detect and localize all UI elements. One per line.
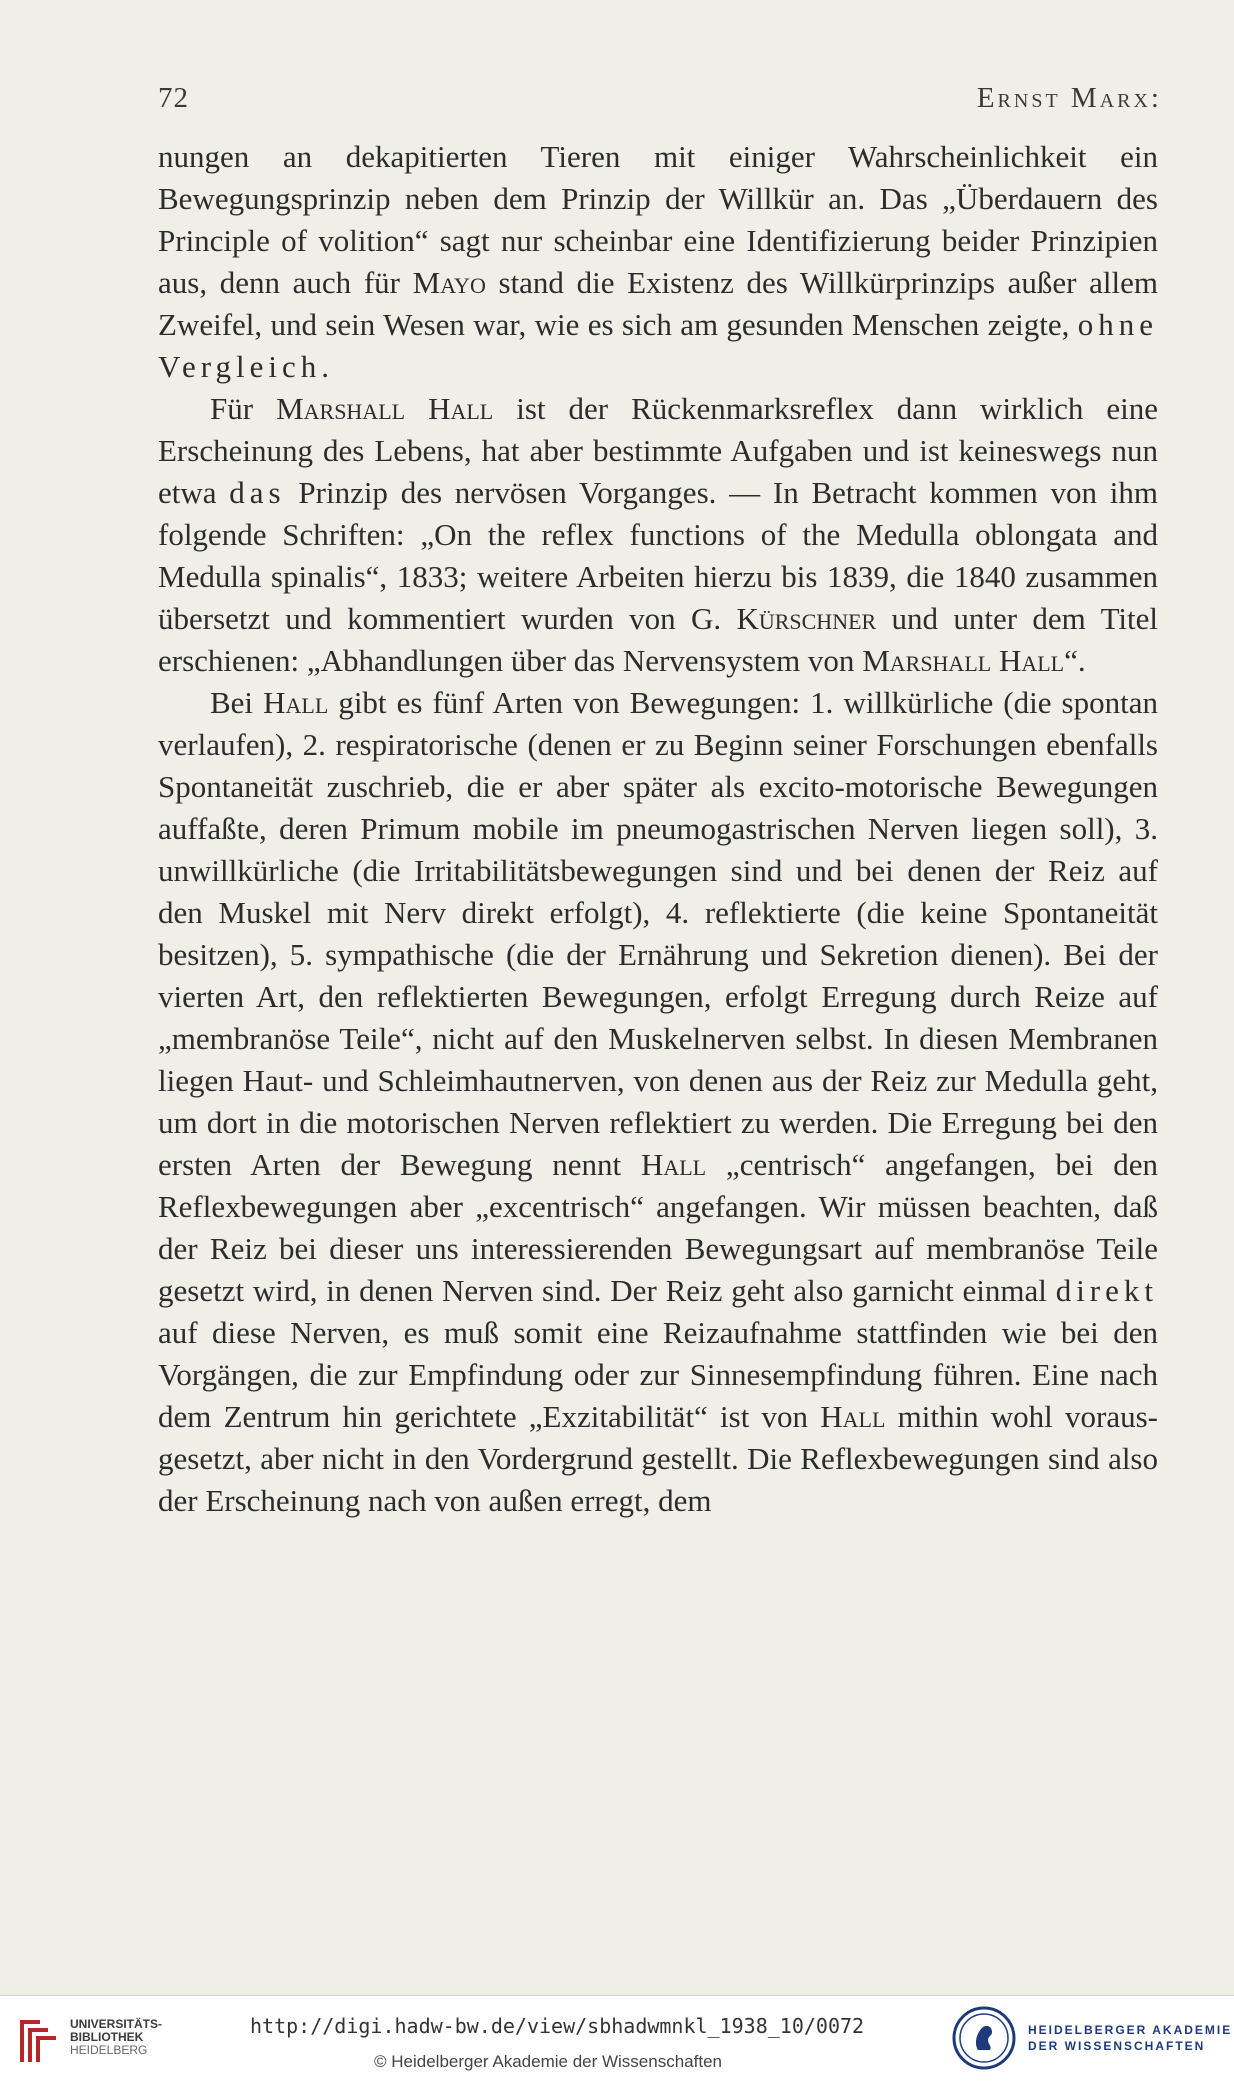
emphasis-spaced: das — [229, 475, 286, 510]
library-name-line-3: HEIDELBERG — [70, 2043, 148, 2057]
paragraph — [158, 136, 1158, 388]
name-small-caps: Mayo — [412, 265, 486, 300]
text-run: Prinzip des nervösen Vorganges. — In Betracht kommen von ihm folgende Schriften: „On the reflex functions of the Medulla oblongata and Medulla spinalis“, 1833; weitere Arbeiten hierzu bis 1839, die 1840 zusammen übersetzt und kommentiert wurden von G. — [158, 475, 1158, 636]
text-run: gibt es fünf Arten von Bewegungen: 1. willkürliche (die spontan verlaufen), 2. respiratorische (denen er zu Beginn seiner Forschungen ebenfalls Spontaneität zuschrieb, die er aber später als excito-motorische Bewegungen auffaßte, deren Primum mobile im pneumogastrischen Nerven liegen soll), 3. unwillkürliche (die Irritabilitätsbewegungen sind und bei denen der Reiz auf den Muskel mit Nerv direkt erfolgt), 4. reflektierte (die keine Spontaneität besitzen), 5. sympathische (die der Ernährung und Sekretion dienen). Bei der vierten Art, den reflektierten Bewegungen, erfolgt Erregung durch Reize auf „membranöse Teile“, nicht auf den Muskelnerven selbst. In diesen Membranen liegen Haut- und Schleimhautnerven, von denen aus der Reiz zur Medulla geht, um dort in die motorischen Nerven reflektiert zu werden. Die Erregung bei den ersten Arten der Bewegung nennt — [158, 685, 1158, 1182]
academy-name-line-2: DER WISSENSCHAFTEN — [1028, 2039, 1206, 2053]
paragraph — [158, 682, 1158, 1522]
body-text — [158, 136, 1158, 1522]
library-name-line-1: UNIVERSITÄTS- — [70, 2017, 163, 2031]
name-small-caps: Kürschner — [736, 601, 877, 636]
name-small-caps: Hall — [263, 685, 329, 720]
page-number: 72 — [158, 82, 189, 114]
text-run: . — [321, 349, 329, 384]
text-run: auf diese Nerven, es muß somit eine Reizaufnahme stattfinden wie bei den Vorgängen, die zur Empfindung oder zur Sinnesempfindung führen. Eine nach dem Zentrum hin gerichtete „Exzitabilität“ ist von — [158, 1315, 1158, 1434]
library-name-line-2: BIBLIOTHEK — [70, 2030, 144, 2044]
text-run: “. — [1064, 643, 1086, 678]
text-run: „centrisch“ angefangen, bei den Reflexbewegungen aber „excentrisch“ angefangen. Wir müssen beachten, daß der Reiz bei dieser uns interessierenden Bewegungsart auf membranöse Teile gesetzt wird, in denen Nerven sind. Der Reiz geht also garnicht einmal — [158, 1147, 1158, 1308]
text-run: und unter dem Titel erschienen: „Abhandlungen über das Nervensystem von — [158, 601, 1159, 678]
running-head: Ernst Marx: — [976, 82, 1162, 114]
university-library-logo-icon — [14, 2014, 62, 2068]
emphasis-spaced: ohne Vergleich — [158, 307, 1158, 384]
footer-bar — [0, 1995, 1234, 2083]
page-header — [158, 82, 1162, 122]
academy-name — [1028, 2022, 1232, 2054]
paragraph — [158, 388, 1158, 682]
text-run: nungen an dekapitierten Tieren mit einiger Wahrscheinlichkeit ein Bewegungsprinzip neben dem Prinzip der Willkür an. Das „Überdauern des Principle of volition“ sagt nur scheinbar eine Identifizierung beider Prinzipien aus, denn auch für — [158, 139, 1158, 300]
text-run: ist der Rückenmarksreflex dann wirklich eine Erscheinung des Lebens, hat aber bestimmte Aufgaben und ist keineswegs nun etwa — [158, 391, 1158, 510]
academy-name-line-1: HEIDELBERGER AKADEMIE — [1028, 2023, 1233, 2037]
text-run: stand die Existenz des Willkürprinzips außer allem Zweifel, und sein Wesen war, wie es sich am gesunden Menschen zeigte, — [158, 265, 1158, 342]
name-small-caps: Hall — [820, 1399, 886, 1434]
text-run: mithin wohl vorausgesetzt, aber nicht in den Vordergrund gestellt. Die Reflexbewegungen sind also der Erscheinung nach von außen erregt, dem — [158, 1399, 1158, 1518]
source-url-link[interactable]: http://digi.hadw-bw.de/view/sbhadwmnkl_1938_10/0072 — [250, 2014, 865, 2038]
text-run: Für — [210, 391, 277, 426]
text-run: Bei — [210, 685, 264, 720]
emphasis-spaced: direkt — [1055, 1273, 1158, 1308]
name-small-caps: Hall — [640, 1147, 707, 1182]
academy-seal-icon — [952, 2006, 1016, 2070]
name-small-caps: Marshall Hall — [862, 643, 1065, 678]
name-small-caps: Marshall Hall — [276, 391, 494, 426]
university-library-name — [70, 2018, 162, 2057]
copyright-notice: © Heidelberger Akademie der Wissenschaften — [374, 2052, 722, 2071]
